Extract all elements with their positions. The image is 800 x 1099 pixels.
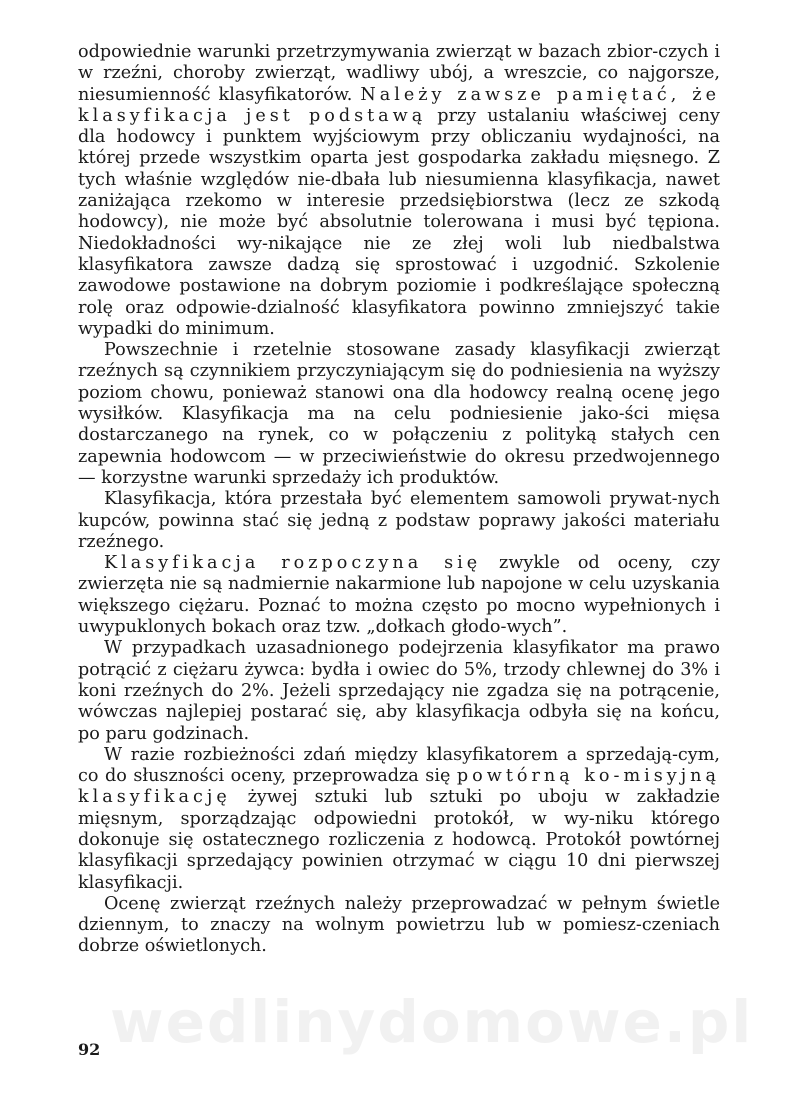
paragraph-1 <box>78 42 720 340</box>
paragraph-7 <box>78 894 720 958</box>
text-segment: Klasyfikacja, która przestała być elementem samowoli prywat-nych kupców, powinna stać się jedną z podstaw poprawy jakości materiału rzeźnego. <box>78 489 720 552</box>
text-segment: Ocenę zwierząt rzeźnych należy przeprowadzać w pełnym świetle dziennym, to znaczy na wolnym powietrzu lub w pomiesz-czeniach dobrze oświetlonych. <box>78 893 720 957</box>
text-segment: zwykle od oceny, czy zwierzęta nie są nadmiernie nakarmione lub napojone w celu uzyskania większego ciężaru. Poznać to można często po mocno wypełnionych i uwypuklonych bokach oraz tzw. „dołkach głodo-wych”. <box>78 553 720 638</box>
text-segment: W przypadkach uzasadnionego podejrzenia klasyfikator ma prawo potrącić z ciężaru żywca: bydła i owiec do 5%, trzody chlewnej do 3% i koni rzeźnych do 2%. Jeżeli sprzedający nie zgadza się na potrącenie, wówczas najlepiej postarać się, aby klasyfikacja odbyła się na końcu, po paru godzinach. <box>78 638 720 744</box>
spaced-emphasis: Klasyfikacja rozpoczyna się <box>104 553 482 574</box>
paragraph-6 <box>78 745 720 894</box>
watermark: wedlinydomowe.pl <box>110 988 754 1056</box>
text-segment: W razie rozbieżności zdań między klasyfikatorem a sprzedają-cym, co do słuszności oceny, przeprowadza się <box>78 744 720 787</box>
paragraph-2 <box>78 340 720 489</box>
text-segment: Powszechnie i rzetelnie stosowane zasady klasyfikacji zwierząt rzeźnych są czynnikiem przyczyniającym się do podniesienia na wyższy poziom chowu, ponieważ stanowi ona dla hodowcy realną ocenę jego wysiłków. Klasyfikacja ma na celu podniesienie jako-ści mięsa dostarczanego na rynek, co w połączeniu z polityką stałych cen zapewnia hodowcom — w przeciwieństwie do okresu przedwojennego — korzystne warunki sprzedaży ich produktów. <box>78 340 720 488</box>
paragraph-4 <box>78 553 720 638</box>
spaced-emphasis: powtórną ko-misyjną klasyfikację <box>78 766 720 808</box>
paragraph-3 <box>78 489 720 553</box>
page-number: 92 <box>78 1040 101 1059</box>
text-segment: przy ustalaniu właściwej ceny dla hodowcy i punktem wyjściowym przy obliczaniu wydajności, na której przede wszystkim oparta jest gospodarka zakładu mięsnego. Z tych właśnie względów nie-dbała lub niesumienna klasyfikacja, nawet zaniżająca rzekomo w interesie przedsiębiorstwa (lecz ze szkodą hodowcy), nie może być absolutnie tolerowana i musi być tępiona. Niedokładności wy-nikające nie ze złej woli lub niedbalstwa klasyfikatora zawsze dadzą się sprostować i uzgodnić. Szkolenie zawodowe postawione na dobrym poziomie i podkreślające społeczną rolę oraz odpowie-dzialność klasyfikatora powinno zmniejszyć takie wypadki do minimum. <box>78 105 720 339</box>
spaced-emphasis: Należy zawsze pamiętać, że klasyfikacja jest podstawą <box>78 84 720 126</box>
paragraph-5 <box>78 638 720 744</box>
page-body <box>78 42 720 958</box>
text-segment: odpowiednie warunki przetrzymywania zwierząt w bazach zbior-czych i w rzeźni, choroby zwierząt, wadliwy ubój, a wreszcie, co najgorsze, niesumienność klasyfikatorów. <box>78 42 720 105</box>
text-segment: żywej sztuki lub sztuki po uboju w zakładzie mięsnym, sporządzając odpowiedni protokół, w wy-niku którego dokonuje się ostatecznego rozliczenia z hodowcą. Protokół powtórnej klasyfikacji sprzedający powinien otrzymać w ciągu 10 dni pierwszej klasyfikacji. <box>78 787 720 893</box>
